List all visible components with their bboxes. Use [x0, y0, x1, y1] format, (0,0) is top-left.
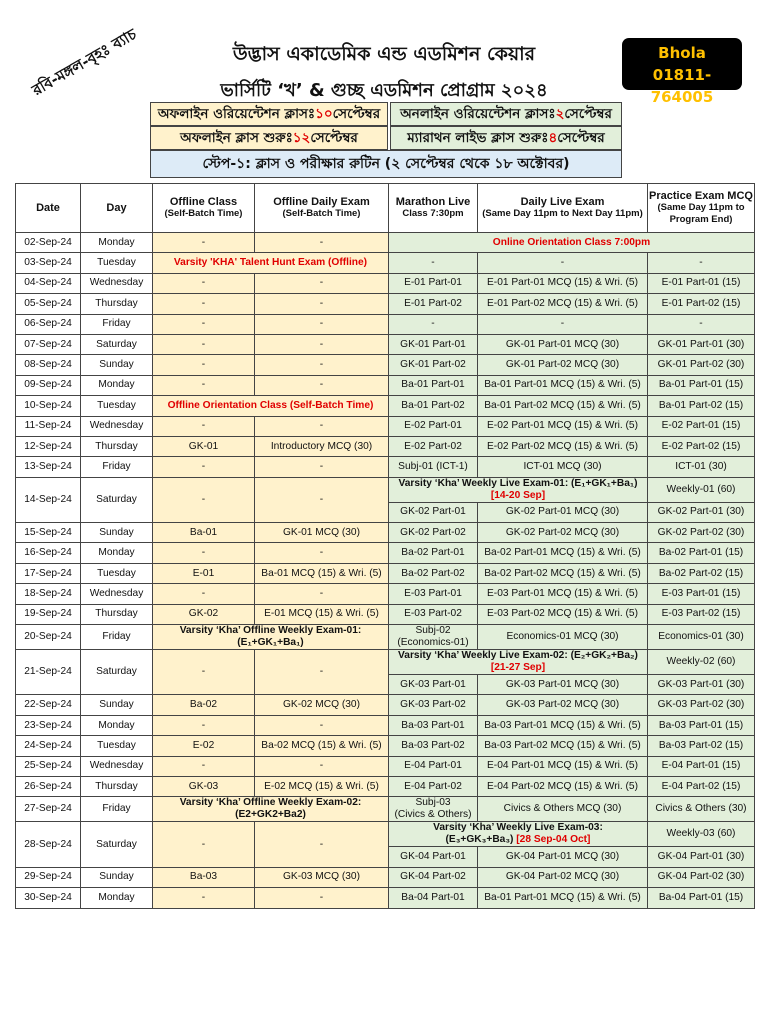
table-cell: Sunday [81, 695, 153, 715]
table-cell: E-02 Part-02 (15) [648, 436, 755, 456]
table-row [16, 375, 755, 395]
offline-orientation-label: অফলাইন ওরিয়েন্টেশন ক্লাসঃ [157, 105, 316, 122]
table-cell: GK-04 Part-02 MCQ (30) [478, 867, 648, 887]
table-cell: 10-Sep-24 [16, 396, 81, 416]
table-cell: Sunday [81, 355, 153, 375]
table-cell: Friday [81, 457, 153, 477]
table-cell: Saturday [81, 477, 153, 522]
table-row [16, 695, 755, 715]
table-cell: 17-Sep-24 [16, 563, 81, 583]
table-cell: GK-04 Part-02 (30) [648, 867, 755, 887]
table-cell: 03-Sep-24 [16, 253, 81, 273]
table-cell: - [153, 416, 255, 436]
table-cell: GK-03 Part-01 [389, 675, 478, 695]
table-cell: - [255, 650, 389, 695]
table-cell: Wednesday [81, 756, 153, 776]
table-cell: 25-Sep-24 [16, 756, 81, 776]
table-cell: - [153, 650, 255, 695]
table-cell: GK-04 Part-01 [389, 847, 478, 867]
table-cell: Ba-01 Part-01 (15) [648, 375, 755, 395]
branch-badge [622, 38, 742, 106]
table-cell: Monday [81, 715, 153, 735]
online-orientation-label: অনলাইন ওরিয়েন্টেশন ক্লাসঃ [400, 105, 556, 122]
table-cell: E-02 MCQ (15) & Wri. (5) [255, 776, 389, 796]
col-offline-exam: Offline Daily Exam (Self-Batch Time) [255, 184, 389, 233]
table-cell: 14-Sep-24 [16, 477, 81, 522]
table-cell: Wednesday [81, 273, 153, 293]
table-cell: - [648, 253, 755, 273]
col-day: Day [81, 184, 153, 233]
table-cell: E-02 Part-01 MCQ (15) & Wri. (5) [478, 416, 648, 436]
online-orientation-date: ২ [555, 105, 565, 122]
table-cell: - [153, 334, 255, 354]
table-row [16, 334, 755, 354]
table-cell: Ba-02 [153, 695, 255, 715]
schedule-table [15, 183, 755, 909]
marathon-start-note [390, 126, 622, 150]
table-cell: E-04 Part-02 [389, 776, 478, 796]
table-cell: - [153, 314, 255, 334]
table-row [16, 715, 755, 735]
marathon-label: ম্যারাথন লাইভ ক্লাস শুরুঃ [407, 129, 549, 146]
table-cell: - [389, 314, 478, 334]
table-cell: GK-02 [153, 604, 255, 624]
table-cell: 24-Sep-24 [16, 736, 81, 756]
table-cell: - [153, 294, 255, 314]
table-cell: Tuesday [81, 396, 153, 416]
table-cell: - [153, 355, 255, 375]
table-cell: - [255, 355, 389, 375]
table-cell: Monday [81, 888, 153, 908]
table-cell: E-04 Part-01 MCQ (15) & Wri. (5) [478, 756, 648, 776]
table-cell: E-02 [153, 736, 255, 756]
table-cell: GK-02 Part-02 (30) [648, 523, 755, 543]
table-cell: Saturday [81, 650, 153, 695]
table-cell: - [255, 416, 389, 436]
table-cell: GK-03 [153, 776, 255, 796]
table-cell: Ba-01 MCQ (15) & Wri. (5) [255, 563, 389, 583]
table-cell: 30-Sep-24 [16, 888, 81, 908]
table-row [16, 457, 755, 477]
weekly-live-exam-02: Varsity ‘Kha’ Weekly Live Exam-02: (E₂+GK₂+Ba₂) [21-27 Sep] [389, 650, 648, 675]
table-cell: Thursday [81, 436, 153, 456]
table-cell: GK-01 [153, 436, 255, 456]
table-cell: E-04 Part-01 (15) [648, 756, 755, 776]
table-row [16, 604, 755, 624]
table-cell: GK-01 Part-02 MCQ (30) [478, 355, 648, 375]
table-cell: E-04 Part-02 MCQ (15) & Wri. (5) [478, 776, 648, 796]
table-cell: Weekly-01 (60) [648, 477, 755, 502]
batch-stamp: রবি-মঙ্গল-বৃহঃ ব্যাচ [29, 25, 140, 100]
col-practice: Practice Exam MCQ (Same Day 11pm to Program End) [648, 184, 755, 233]
table-cell: E-01 [153, 563, 255, 583]
table-row [16, 736, 755, 756]
table-row [16, 523, 755, 543]
table-cell: - [153, 543, 255, 563]
table-cell: Subj-02 (Economics-01) [389, 625, 478, 650]
table-cell: 27-Sep-24 [16, 797, 81, 822]
offline-class-label: অফলাইন ক্লাস শুরুঃ [180, 129, 293, 146]
table-row [16, 776, 755, 796]
table-cell: - [255, 477, 389, 522]
table-cell: Ba-01 Part-01 MCQ (15) & Wri. (5) [478, 375, 648, 395]
table-cell: E-03 Part-01 (15) [648, 584, 755, 604]
table-cell: - [389, 253, 478, 273]
table-cell: - [255, 273, 389, 293]
table-cell: Ba-01 [153, 523, 255, 543]
table-cell: Monday [81, 375, 153, 395]
table-cell: E-01 Part-01 [389, 273, 478, 293]
table-cell: GK-01 Part-02 [389, 355, 478, 375]
table-cell: E-01 Part-02 [389, 294, 478, 314]
table-cell: ICT-01 (30) [648, 457, 755, 477]
table-cell: Ba-01 Part-02 (15) [648, 396, 755, 416]
table-cell: - [255, 457, 389, 477]
table-cell: Introductory MCQ (30) [255, 436, 389, 456]
table-cell: Ba-04 Part-01 (15) [648, 888, 755, 908]
table-cell: 20-Sep-24 [16, 625, 81, 650]
table-cell: - [255, 375, 389, 395]
table-row [16, 314, 755, 334]
table-cell: Ba-03 Part-02 MCQ (15) & Wri. (5) [478, 736, 648, 756]
table-cell: - [255, 294, 389, 314]
table-cell: 04-Sep-24 [16, 273, 81, 293]
table-cell: Ba-03 [153, 867, 255, 887]
table-cell: Friday [81, 314, 153, 334]
table-cell: 29-Sep-24 [16, 867, 81, 887]
table-cell: - [255, 888, 389, 908]
table-cell: GK-04 Part-02 [389, 867, 478, 887]
table-row [16, 563, 755, 583]
table-cell: Ba-03 Part-01 (15) [648, 715, 755, 735]
offline-orientation-banner: Offline Orientation Class (Self-Batch Time) [153, 396, 389, 416]
table-cell: E-02 Part-02 MCQ (15) & Wri. (5) [478, 436, 648, 456]
table-cell: GK-03 Part-02 (30) [648, 695, 755, 715]
table-cell: - [153, 457, 255, 477]
table-cell: Weekly-02 (60) [648, 650, 755, 675]
table-cell: 21-Sep-24 [16, 650, 81, 695]
table-row [16, 584, 755, 604]
table-cell: Tuesday [81, 253, 153, 273]
table-cell: Ba-03 Part-01 [389, 715, 478, 735]
table-cell: E-01 Part-01 (15) [648, 273, 755, 293]
table-cell: Civics & Others MCQ (30) [478, 797, 648, 822]
table-cell: Wednesday [81, 584, 153, 604]
table-cell: GK-04 Part-01 MCQ (30) [478, 847, 648, 867]
table-row [16, 416, 755, 436]
table-cell: E-03 Part-02 MCQ (15) & Wri. (5) [478, 604, 648, 624]
table-cell: Ba-02 MCQ (15) & Wri. (5) [255, 736, 389, 756]
table-cell: E-01 Part-01 MCQ (15) & Wri. (5) [478, 273, 648, 293]
branch-phone: 01811-764005 [650, 66, 714, 106]
weekly-live-exam-01: Varsity ‘Kha’ Weekly Live Exam-01: (E₁+GK₁+Ba₁) [14-20 Sep] [389, 477, 648, 502]
table-cell: - [153, 822, 255, 867]
table-cell: - [255, 314, 389, 334]
table-cell: 15-Sep-24 [16, 523, 81, 543]
table-cell: Thursday [81, 604, 153, 624]
table-cell: Ba-02 Part-02 MCQ (15) & Wri. (5) [478, 563, 648, 583]
table-cell: Wednesday [81, 416, 153, 436]
table-row [16, 253, 755, 273]
table-cell: GK-03 Part-02 MCQ (30) [478, 695, 648, 715]
table-cell: - [255, 334, 389, 354]
table-cell: E-03 Part-02 (15) [648, 604, 755, 624]
table-cell: GK-01 Part-01 (30) [648, 334, 755, 354]
table-cell: GK-02 Part-01 MCQ (30) [478, 502, 648, 522]
table-cell: E-04 Part-01 [389, 756, 478, 776]
table-cell: Ba-02 Part-02 (15) [648, 563, 755, 583]
table-cell: Thursday [81, 294, 153, 314]
table-cell: E-01 MCQ (15) & Wri. (5) [255, 604, 389, 624]
table-row [16, 396, 755, 416]
table-cell: Economics-01 MCQ (30) [478, 625, 648, 650]
col-offline-class: Offline Class (Self-Batch Time) [153, 184, 255, 233]
table-cell: GK-03 Part-01 (30) [648, 675, 755, 695]
table-cell: Monday [81, 233, 153, 253]
table-cell: 18-Sep-24 [16, 584, 81, 604]
table-row [16, 294, 755, 314]
table-row [16, 888, 755, 908]
table-cell: Ba-03 Part-02 [389, 736, 478, 756]
offline-orientation-month: সেপ্টেম্বর [332, 105, 381, 122]
table-cell: - [255, 822, 389, 867]
table-cell: Thursday [81, 776, 153, 796]
table-cell: 23-Sep-24 [16, 715, 81, 735]
table-cell: 28-Sep-24 [16, 822, 81, 867]
offline-weekly-exam-01: Varsity ‘Kha’ Offline Weekly Exam-01: (E₁+GK₁+Ba₁) [153, 625, 389, 650]
institute-title: উদ্ভাস একাডেমিক এন্ড এডমিশন কেয়ার [232, 43, 536, 65]
talent-hunt-banner: Varsity 'KHA' Talent Hunt Exam (Offline) [153, 253, 389, 273]
table-cell: GK-01 Part-01 [389, 334, 478, 354]
table-cell: - [153, 375, 255, 395]
table-cell: ICT-01 MCQ (30) [478, 457, 648, 477]
table-cell: - [153, 584, 255, 604]
online-orientation-note [390, 102, 622, 126]
offline-weekly-exam-02: Varsity ‘Kha’ Offline Weekly Exam-02: (E2+GK2+Ba2) [153, 797, 389, 822]
table-cell: Ba-03 Part-01 MCQ (15) & Wri. (5) [478, 715, 648, 735]
table-row [16, 355, 755, 375]
table-cell: GK-03 Part-01 MCQ (30) [478, 675, 648, 695]
table-cell: Sunday [81, 867, 153, 887]
table-cell: - [153, 233, 255, 253]
table-cell: Economics-01 (30) [648, 625, 755, 650]
table-cell: 19-Sep-24 [16, 604, 81, 624]
table-cell: - [648, 314, 755, 334]
offline-orientation-date: ১০ [315, 105, 333, 122]
table-cell: - [255, 233, 389, 253]
table-cell: 22-Sep-24 [16, 695, 81, 715]
table-cell: Ba-04 Part-01 [389, 888, 478, 908]
table-cell: 09-Sep-24 [16, 375, 81, 395]
table-cell: Ba-01 Part-02 MCQ (15) & Wri. (5) [478, 396, 648, 416]
step-banner: স্টেপ-১: ক্লাস ও পরীক্ষার রুটিন (২ সেপ্টেম্বর থেকে ১৮ অক্টোবর) [150, 150, 622, 178]
table-header-row [16, 184, 755, 233]
col-marathon: Marathon Live Class 7:30pm [389, 184, 478, 233]
table-cell: E-02 Part-01 (15) [648, 416, 755, 436]
table-cell: 12-Sep-24 [16, 436, 81, 456]
table-cell: Tuesday [81, 563, 153, 583]
table-cell: 02-Sep-24 [16, 233, 81, 253]
table-cell: E-02 Part-01 [389, 416, 478, 436]
table-cell: GK-02 MCQ (30) [255, 695, 389, 715]
table-cell: Civics & Others (30) [648, 797, 755, 822]
table-cell: Saturday [81, 822, 153, 867]
table-cell: Ba-02 Part-01 [389, 543, 478, 563]
weekly-live-exam-03: Varsity ‘Kha’ Weekly Live Exam-03: (E₃+GK₃+Ba₃) [28 Sep-04 Oct] [389, 822, 648, 847]
table-cell: Ba-03 Part-02 (15) [648, 736, 755, 756]
table-row [16, 273, 755, 293]
table-cell: 11-Sep-24 [16, 416, 81, 436]
table-cell: GK-01 Part-01 MCQ (30) [478, 334, 648, 354]
offline-orientation-note [150, 102, 388, 126]
table-cell: E-02 Part-02 [389, 436, 478, 456]
table-cell: 05-Sep-24 [16, 294, 81, 314]
table-cell: E-03 Part-02 [389, 604, 478, 624]
table-cell: GK-03 MCQ (30) [255, 867, 389, 887]
program-title: ভার্সিটি ‘খ’ & গুচ্ছ এডমিশন প্রোগ্রাম ২০২৪ [220, 80, 548, 101]
table-cell: Ba-02 Part-01 (15) [648, 543, 755, 563]
table-cell: Ba-01 Part-01 [389, 375, 478, 395]
table-cell: - [153, 273, 255, 293]
table-cell: GK-02 Part-02 MCQ (30) [478, 523, 648, 543]
marathon-month: সেপ্টেম্বর [557, 129, 605, 146]
table-cell: Friday [81, 797, 153, 822]
table-row [16, 756, 755, 776]
table-row [16, 543, 755, 563]
table-cell: E-01 Part-02 (15) [648, 294, 755, 314]
table-row [16, 233, 755, 253]
table-row [16, 867, 755, 887]
table-cell: 08-Sep-24 [16, 355, 81, 375]
table-cell: 26-Sep-24 [16, 776, 81, 796]
offline-class-start-note [150, 126, 388, 150]
table-cell: Ba-02 Part-02 [389, 563, 478, 583]
col-daily-live: Daily Live Exam (Same Day 11pm to Next Day 11pm) [478, 184, 648, 233]
table-cell: GK-02 Part-02 [389, 523, 478, 543]
offline-class-date: ১২ [292, 129, 311, 146]
table-cell: Monday [81, 543, 153, 563]
table-cell: - [255, 715, 389, 735]
offline-class-month: সেপ্টেম্বর [310, 129, 358, 146]
table-cell: Friday [81, 625, 153, 650]
table-cell: - [153, 715, 255, 735]
table-cell: 07-Sep-24 [16, 334, 81, 354]
table-cell: E-04 Part-02 (15) [648, 776, 755, 796]
table-cell: GK-01 MCQ (30) [255, 523, 389, 543]
table-cell: GK-04 Part-01 (30) [648, 847, 755, 867]
table-cell: - [153, 756, 255, 776]
table-cell: Ba-02 Part-01 MCQ (15) & Wri. (5) [478, 543, 648, 563]
table-cell: Weekly-03 (60) [648, 822, 755, 847]
table-cell: Sunday [81, 523, 153, 543]
table-cell: - [478, 253, 648, 273]
table-cell: - [478, 314, 648, 334]
table-cell: Ba-01 Part-02 [389, 396, 478, 416]
table-cell: 13-Sep-24 [16, 457, 81, 477]
table-cell: E-01 Part-02 MCQ (15) & Wri. (5) [478, 294, 648, 314]
table-cell: 16-Sep-24 [16, 543, 81, 563]
table-cell: - [153, 888, 255, 908]
table-cell: - [255, 584, 389, 604]
table-cell: GK-01 Part-02 (30) [648, 355, 755, 375]
online-orientation-banner: Online Orientation Class 7:00pm [389, 233, 755, 253]
table-cell: - [153, 477, 255, 522]
table-cell: Tuesday [81, 736, 153, 756]
table-cell: E-03 Part-01 MCQ (15) & Wri. (5) [478, 584, 648, 604]
table-cell: 06-Sep-24 [16, 314, 81, 334]
table-cell: GK-02 Part-01 [389, 502, 478, 522]
table-cell: GK-02 Part-01 (30) [648, 502, 755, 522]
table-cell: GK-03 Part-02 [389, 695, 478, 715]
col-date: Date [16, 184, 81, 233]
table-cell: Subj-03 (Civics & Others) [389, 797, 478, 822]
table-cell: - [255, 756, 389, 776]
table-cell: - [255, 543, 389, 563]
table-cell: Saturday [81, 334, 153, 354]
table-row [16, 436, 755, 456]
table-cell: Subj-01 (ICT-1) [389, 457, 478, 477]
table-cell: E-03 Part-01 [389, 584, 478, 604]
table-cell: Ba-01 Part-01 MCQ (15) & Wri. (5) [478, 888, 648, 908]
branch-name: Bhola [658, 44, 706, 62]
marathon-date: ৪ [548, 129, 558, 146]
online-orientation-month: সেপ্টেম্বর [564, 105, 612, 122]
